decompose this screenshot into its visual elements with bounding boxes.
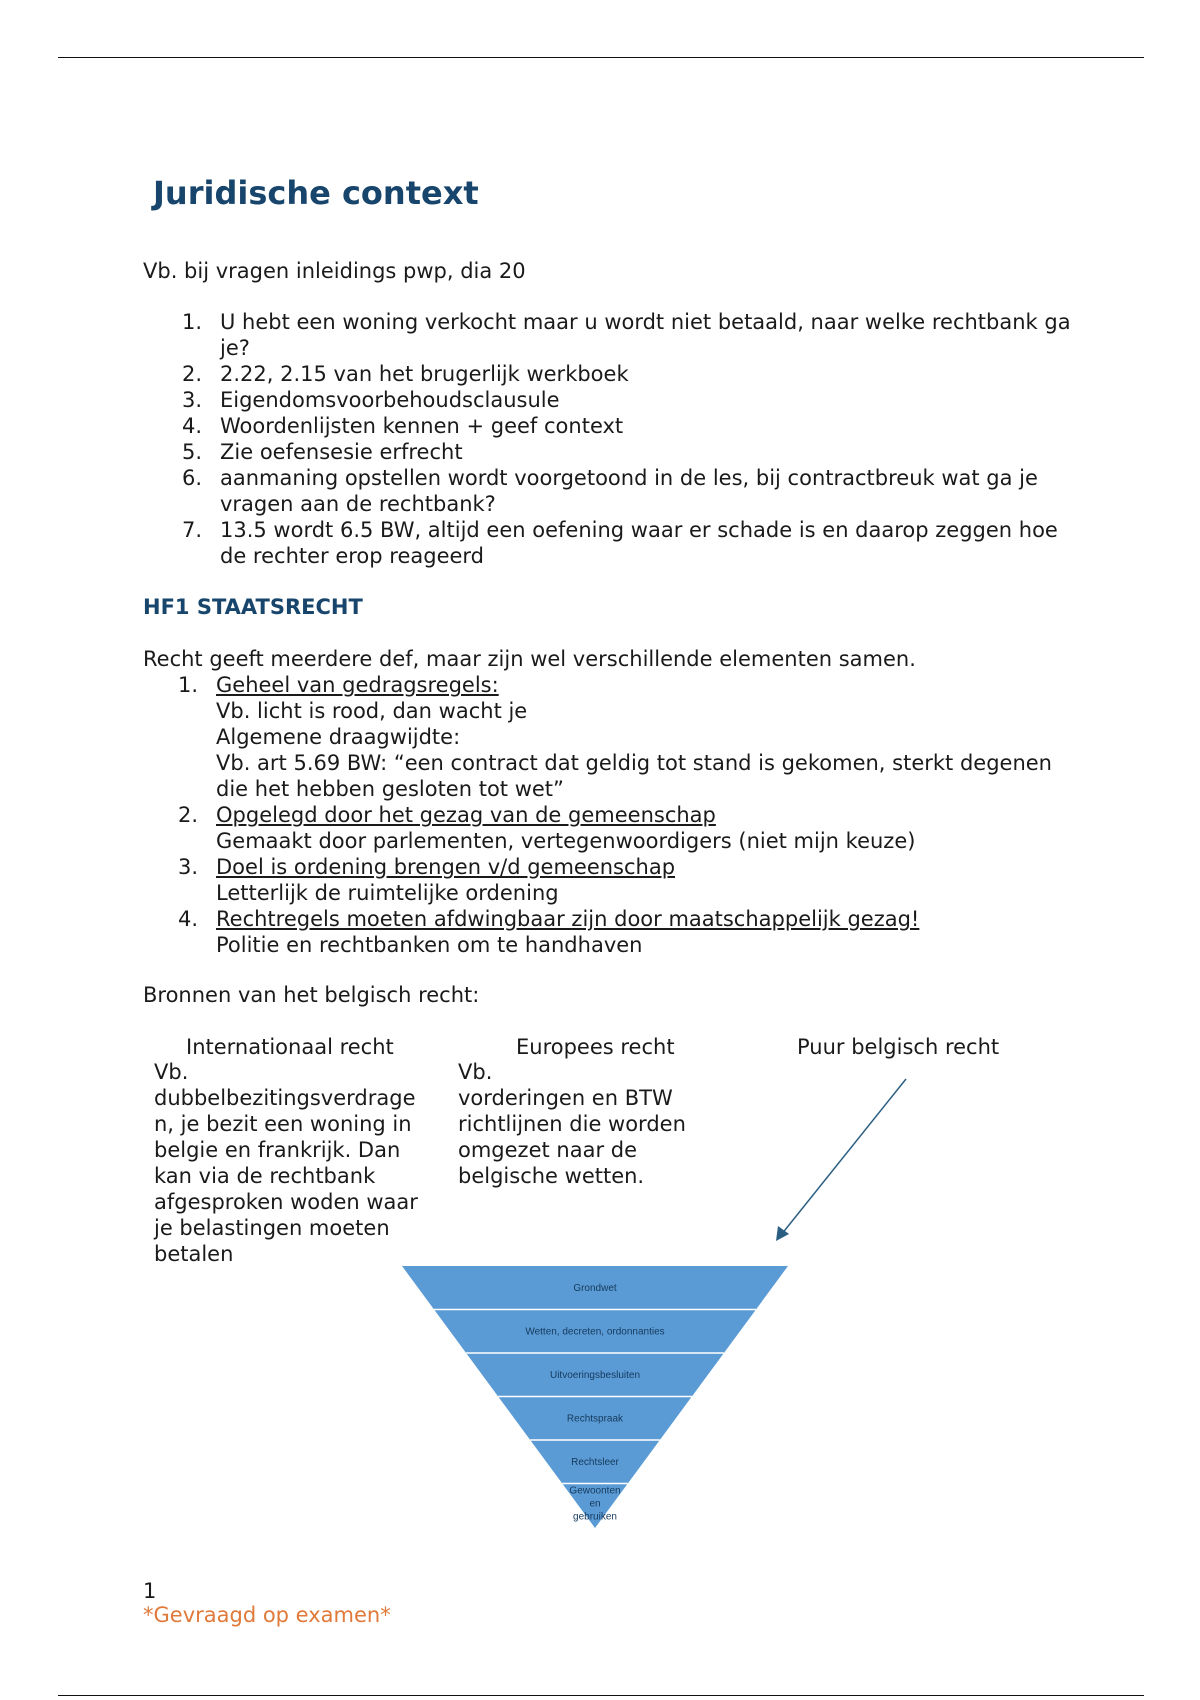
list-text: 2.22, 2.15 van het brugerlijk werkboek (220, 362, 629, 386)
list-item (143, 906, 1063, 958)
bronnen-heading: Bronnen van het belgisch recht: (143, 983, 480, 1007)
list-text: aanmaning opstellen wordt voorgetoond in de les, bij contractbreuk wat ga je vragen aan de rechtbank? (220, 466, 1038, 516)
list-number: 7. (182, 518, 203, 542)
list-item (143, 854, 1063, 906)
list-number: 1. (182, 310, 203, 334)
list-item (143, 387, 1073, 413)
element-line: Algemene draagwijdte: (216, 725, 461, 749)
top-rule (58, 57, 1144, 58)
list-item (143, 413, 1073, 439)
element-line: Vb. licht is rood, dan wacht je (216, 699, 528, 723)
column-heading-international: Internationaal recht (186, 1035, 394, 1059)
arrow-line (781, 1079, 906, 1235)
intro-text: Vb. bij vragen inleidings pwp, dia 20 (143, 259, 526, 283)
list-item (143, 465, 1073, 517)
element-heading: Geheel van gedragsregels: (216, 673, 499, 697)
arrow-head (776, 1226, 789, 1241)
list-number: 4. (178, 907, 199, 931)
list-text: 13.5 wordt 6.5 BW, altijd een oefening waar er schade is en daarop zeggen hoe de rechter erop reageerd (220, 518, 1058, 568)
pyramid-level-label: Grondwet (573, 1282, 617, 1294)
pyramid-level-label: Wetten, decreten, ordonnanties (525, 1326, 665, 1338)
pyramid-level-label: Rechtsleer (571, 1456, 619, 1468)
bottom-rule (58, 1695, 1144, 1696)
list-text: Zie oefensesie erfrecht (220, 440, 463, 464)
elements-list (143, 672, 1063, 958)
list-item (143, 517, 1073, 569)
section-heading: HF1 STAATSRECHT (143, 595, 363, 619)
element-line: Politie en rechtbanken om te handhaven (216, 933, 643, 957)
list-number: 3. (182, 388, 203, 412)
element-line: Vb. art 5.69 BW: “een contract dat geldig tot stand is gekomen, sterkt degenen die het hebben gesloten tot wet” (216, 751, 1052, 801)
rechtsbronnen-pyramid (390, 1258, 810, 1538)
page-number: 1 (143, 1579, 157, 1603)
element-line: Gemaakt door parlementen, vertegenwoordigers (niet mijn keuze) (216, 829, 916, 853)
list-number: 6. (182, 466, 203, 490)
page-title: Juridische context (153, 174, 479, 212)
pyramid-level-label: Rechtspraak (566, 1413, 624, 1425)
list-number: 4. (182, 414, 203, 438)
question-list (143, 309, 1073, 569)
recht-intro: Recht geeft meerdere def, maar zijn wel verschillende elementen samen. (143, 647, 916, 671)
exam-note: *Gevraagd op examen* (143, 1603, 391, 1627)
list-text: Eigendomsvoorbehoudsclausule (220, 388, 560, 412)
column-heading-belgisch: Puur belgisch recht (797, 1035, 1000, 1059)
list-number: 3. (178, 855, 199, 879)
pyramid-level-label: Gewoonten en gebruiken (569, 1485, 621, 1523)
list-number: 1. (178, 673, 199, 697)
element-line: Letterlijk de ruimtelijke ordening (216, 881, 559, 905)
list-item (143, 672, 1063, 802)
column-heading-europees: Europees recht (516, 1035, 675, 1059)
element-heading: Rechtregels moeten afdwingbaar zijn door maatschappelijk gezag! (216, 907, 920, 931)
list-number: 2. (182, 362, 203, 386)
list-text: U hebt een woning verkocht maar u wordt niet betaald, naar welke rechtbank ga je? (220, 310, 1071, 360)
element-heading: Doel is ordening brengen v/d gemeenschap (216, 855, 676, 879)
pyramid-level-label: Uitvoeringsbesluiten (549, 1369, 641, 1381)
list-item (143, 802, 1063, 854)
element-heading: Opgelegd door het gezag van de gemeenschap (216, 803, 716, 827)
list-number: 2. (178, 803, 199, 827)
list-item (143, 309, 1073, 361)
list-text: Woordenlijsten kennen + geef context (220, 414, 624, 438)
list-number: 5. (182, 440, 203, 464)
column-text-europees: Vb. vorderingen en BTW richtlijnen die worden omgezet naar de belgische wetten. (458, 1060, 686, 1188)
list-item (143, 361, 1073, 387)
column-text-international: Vb. dubbelbezitingsverdrage n, je bezit een woning in belgie en frankrijk. Dan kan via de rechtbank afgesproken woden waar je belastingen moeten betalen (154, 1060, 418, 1266)
list-item (143, 439, 1073, 465)
